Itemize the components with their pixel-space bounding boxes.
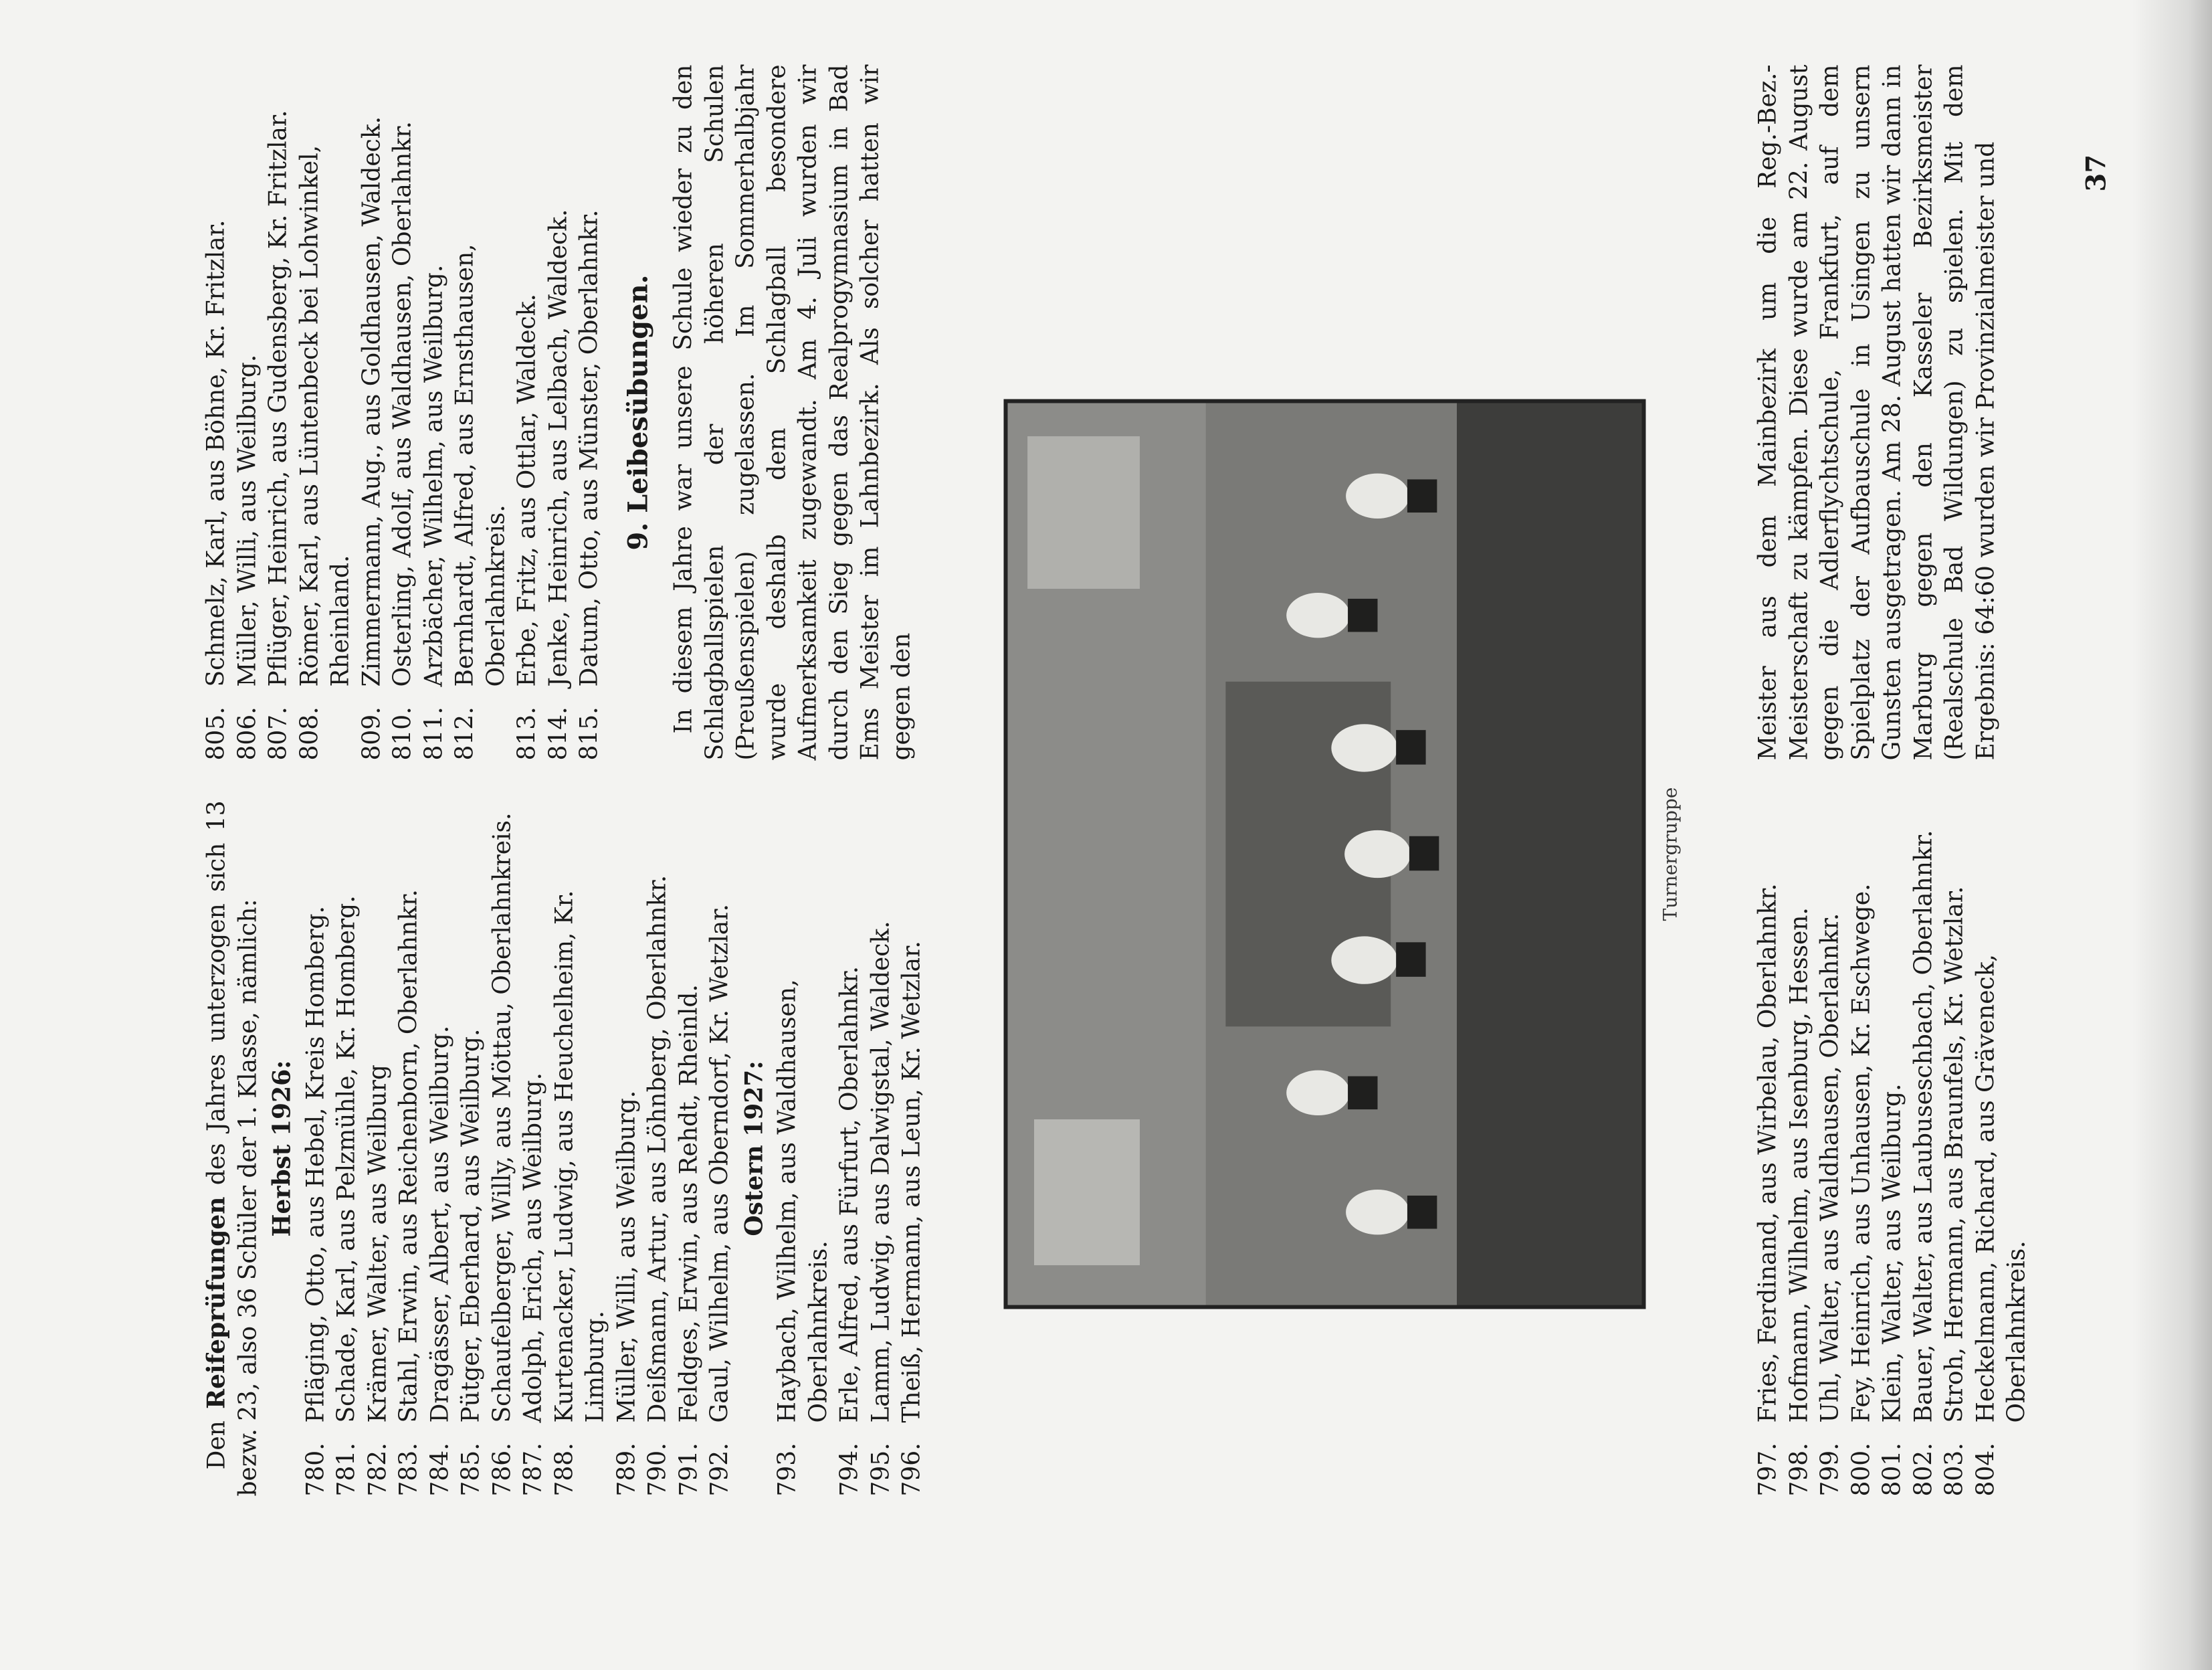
item-text: Schaufelberger, Willy, aus Möttau, Oberlahnkreis. bbox=[488, 812, 516, 1422]
item-number: 781. bbox=[332, 1442, 360, 1496]
column-upper-right bbox=[201, 64, 917, 760]
item-text: Arzbächer, Wilhelm, aus Weilburg. bbox=[419, 264, 447, 686]
item-number: 802. bbox=[1909, 1442, 1937, 1496]
item-text: Pfläging, Otto, aus Hebel, Kreis Homberg. bbox=[301, 905, 329, 1422]
item-text: Pflüger, Heinrich, aus Gudensberg, Kr. Fritzlar. bbox=[264, 109, 292, 686]
list-item bbox=[300, 800, 332, 1496]
page-number: 37 bbox=[2080, 154, 2112, 191]
photo-caption: Turnergruppe bbox=[1659, 787, 1681, 921]
item-text: Erbe, Fritz, aus Ottlar, Waldeck. bbox=[513, 293, 540, 686]
item-text: Adolph, Erich, aus Weilburg. bbox=[519, 1072, 546, 1422]
item-text: Schmelz, Karl, aus Böhne, Kr. Fritzlar. bbox=[202, 219, 229, 686]
item-number: 787. bbox=[519, 1442, 546, 1496]
item-number: 809. bbox=[357, 706, 385, 760]
list-item bbox=[425, 800, 456, 1496]
photo-illustration bbox=[1007, 403, 1641, 1305]
item-text: Müller, Willi, aus Weilburg. bbox=[233, 354, 261, 686]
list-item bbox=[834, 800, 866, 1496]
list-item bbox=[896, 800, 928, 1496]
item-text: Stroh, Hermann, aus Braunfels, Kr. Wetzlar. bbox=[1940, 886, 1968, 1422]
column-upper-left bbox=[201, 800, 928, 1496]
item-number: 792. bbox=[706, 1442, 733, 1496]
herbst-list bbox=[300, 800, 736, 1496]
list-item bbox=[456, 800, 487, 1496]
item-number: 788. bbox=[550, 1442, 578, 1496]
list-item bbox=[1971, 800, 2033, 1496]
list-item bbox=[487, 800, 518, 1496]
list-item bbox=[294, 64, 357, 760]
item-text: Klein, Walter, aus Weilburg. bbox=[1878, 1083, 1906, 1422]
item-number: 812. bbox=[451, 706, 478, 760]
item-number: 799. bbox=[1816, 1442, 1843, 1496]
item-number: 795. bbox=[866, 1442, 894, 1496]
list-item bbox=[449, 64, 512, 760]
item-text: Bernhardt, Alfred, aus Ernsthausen, Oberlahnkreis. bbox=[451, 243, 510, 686]
section9-heading: 9. Leibesübungen. bbox=[621, 274, 653, 551]
list-item bbox=[1877, 800, 1908, 1496]
item-text: Müller, Willi, aus Weilburg. bbox=[612, 1090, 640, 1422]
intro-paragraph bbox=[201, 800, 264, 1496]
list-item bbox=[674, 800, 705, 1496]
list-item bbox=[611, 800, 643, 1496]
herbst-heading: Herbst 1926: bbox=[268, 1060, 296, 1236]
item-number: 786. bbox=[488, 1442, 516, 1496]
item-text: Lamm, Ludwig, aus Dalwigstal, Waldeck. bbox=[866, 920, 894, 1422]
intro-bold-term: Reifeprüfungen bbox=[202, 1196, 230, 1409]
item-number: 811. bbox=[419, 706, 447, 760]
item-number: 807. bbox=[264, 706, 292, 760]
item-text: Gaul, Wilhelm, aus Oberndorf, Kr. Wetzlar. bbox=[706, 903, 733, 1422]
list-item bbox=[549, 800, 611, 1496]
list-item bbox=[518, 800, 549, 1496]
item-number: 801. bbox=[1878, 1442, 1906, 1496]
item-number: 793. bbox=[773, 1442, 801, 1496]
ostern-heading: Ostern 1927: bbox=[739, 1060, 768, 1236]
item-number: 798. bbox=[1785, 1442, 1813, 1496]
list-item bbox=[419, 64, 450, 760]
list-item bbox=[512, 64, 543, 760]
item-number: 808. bbox=[295, 706, 323, 760]
item-text: Römer, Karl, aus Lüntenbeck bei Lohwinkel, Rheinland. bbox=[295, 145, 354, 686]
list-item bbox=[704, 800, 736, 1496]
item-text: Datum, Otto, aus Münster, Oberlahnkr. bbox=[575, 209, 603, 686]
item-text: Uhl, Walter, aus Waldhausen, Oberlahnkr. bbox=[1816, 913, 1843, 1422]
right-top-list bbox=[201, 64, 605, 760]
list-item bbox=[574, 64, 605, 760]
item-number: 813. bbox=[513, 706, 540, 760]
list-item bbox=[363, 800, 394, 1496]
list-item bbox=[772, 800, 834, 1496]
item-number: 780. bbox=[301, 1442, 329, 1496]
bottom-left-list bbox=[1752, 800, 2033, 1496]
item-text: Stahl, Erwin, aus Reichenborn, Oberlahnkr. bbox=[395, 889, 422, 1422]
item-number: 804. bbox=[1971, 1442, 1999, 1496]
list-item bbox=[1939, 800, 1971, 1496]
item-text: Hofmann, Wilhelm, aus Isenburg, Hessen. bbox=[1785, 907, 1813, 1422]
item-text: Deißmann, Artur, aus Löhnberg, Oberlahnkr. bbox=[643, 874, 671, 1422]
item-number: 803. bbox=[1940, 1442, 1968, 1496]
item-number: 791. bbox=[674, 1442, 702, 1496]
item-text: Dragässer, Albert, aus Weilburg. bbox=[425, 1025, 454, 1422]
item-number: 782. bbox=[363, 1442, 391, 1496]
list-item bbox=[393, 800, 425, 1496]
list-item bbox=[201, 64, 232, 760]
item-text: Haybach, Wilhelm, aus Waldhausen, Oberlahnkreis. bbox=[773, 978, 832, 1422]
item-number: 785. bbox=[457, 1442, 484, 1496]
column-lower-left bbox=[1752, 800, 2033, 1496]
list-item bbox=[1815, 800, 1846, 1496]
item-number: 796. bbox=[898, 1442, 925, 1496]
item-number: 797. bbox=[1754, 1442, 1781, 1496]
gymnastics-photo bbox=[1003, 399, 1645, 1309]
item-text: Zimmermann, Aug., aus Goldhausen, Waldeck. bbox=[357, 116, 385, 686]
item-text: Krämer, Walter, aus Weilburg bbox=[363, 1064, 391, 1422]
column-lower-right bbox=[1752, 64, 2001, 760]
intro-lead: Den bbox=[203, 1420, 230, 1469]
list-item bbox=[866, 800, 897, 1496]
item-text: Kurtenacker, Ludwig, aus Heuchelheim, Kr. Limburg. bbox=[550, 890, 609, 1422]
item-number: 805. bbox=[202, 706, 229, 760]
item-number: 806. bbox=[233, 706, 261, 760]
item-number: 794. bbox=[835, 1442, 863, 1496]
item-number: 790. bbox=[643, 1442, 671, 1496]
intro-rest: des Jahres unterzogen sich 13 bezw. 23, also 36 Schüler der 1. Klasse, nämlich: bbox=[203, 800, 262, 1496]
list-item bbox=[1752, 800, 1784, 1496]
item-text: Schade, Karl, aus Pelzmühle, Kr. Homberg. bbox=[332, 895, 360, 1422]
continuation-paragraph: Meister aus dem Mainbezirk um die Reg.-Bez.-Meisterschaft zu kämpfen. Diese wurde am 22. August gegen die Adlerflychtschule, Frankfurt, auf dem Spielplatz der Aufbauschule in Usingen zu unsern Gunsten ausgetragen. Am 28. August hatten wir dann in Marburg gegen den Kasseler Bezirksmeister (Realschule Bad Wildungen) zu spielen. Mit dem Ergebnis: 64:60 wurden wir Provinzialmeister und bbox=[1754, 64, 1999, 760]
item-text: Feldges, Erwin, aus Rehdt, Rheinld. bbox=[674, 984, 702, 1422]
item-text: Erle, Alfred, aus Fürfurt, Oberlahnkr. bbox=[835, 965, 863, 1422]
item-text: Fey, Heinrich, aus Unhausen, Kr. Eschwege. bbox=[1847, 883, 1875, 1422]
item-text: Osterling, Adolf, aus Waldhausen, Oberlahnkr. bbox=[389, 120, 416, 686]
item-number: 814. bbox=[544, 706, 572, 760]
item-text: Bauer, Walter, aus Laubuseschbach, Oberlahnkr. bbox=[1909, 830, 1937, 1422]
list-item bbox=[331, 800, 363, 1496]
section9-paragraph: In diesem Jahre war unsere Schule wieder zu den Schlagballspielen der höheren Schulen (Preußenspielen) zugelassen. Im Sommerhalbjahr wurde deshalb dem Schlagball besondere Aufmerksamkeit zugewandt. Am 4. Juli wurden wir durch den Sieg gegen das Realprogymnasium in Bad Ems Meister im Lahnbezirk. Als solcher hatten wir gegen den bbox=[670, 64, 915, 760]
list-item bbox=[1846, 800, 1878, 1496]
item-number: 810. bbox=[389, 706, 416, 760]
list-item bbox=[543, 64, 575, 760]
item-text: Heckelmann, Richard, aus Gräveneck, Oberlahnkreis. bbox=[1971, 953, 2030, 1422]
item-number: 783. bbox=[395, 1442, 422, 1496]
item-number: 800. bbox=[1847, 1442, 1875, 1496]
list-item bbox=[232, 64, 264, 760]
list-item bbox=[642, 800, 674, 1496]
list-item bbox=[357, 64, 388, 760]
item-text: Theiß, Hermann, aus Leun, Kr. Wetzlar. bbox=[898, 940, 925, 1422]
list-item bbox=[1784, 800, 1815, 1496]
list-item bbox=[263, 64, 294, 760]
item-text: Pütger, Eberhard, aus Weilburg. bbox=[457, 1028, 484, 1422]
item-number: 789. bbox=[612, 1442, 640, 1496]
item-number: 784. bbox=[425, 1442, 454, 1496]
list-item bbox=[1908, 800, 1940, 1496]
list-item bbox=[387, 64, 419, 760]
item-number: 815. bbox=[575, 706, 603, 760]
item-text: Jenke, Heinrich, aus Lelbach, Waldeck. bbox=[544, 209, 572, 686]
ostern-list bbox=[772, 800, 928, 1496]
item-text: Fries, Ferdinand, aus Wirbelau, Oberlahnkr. bbox=[1754, 883, 1781, 1422]
